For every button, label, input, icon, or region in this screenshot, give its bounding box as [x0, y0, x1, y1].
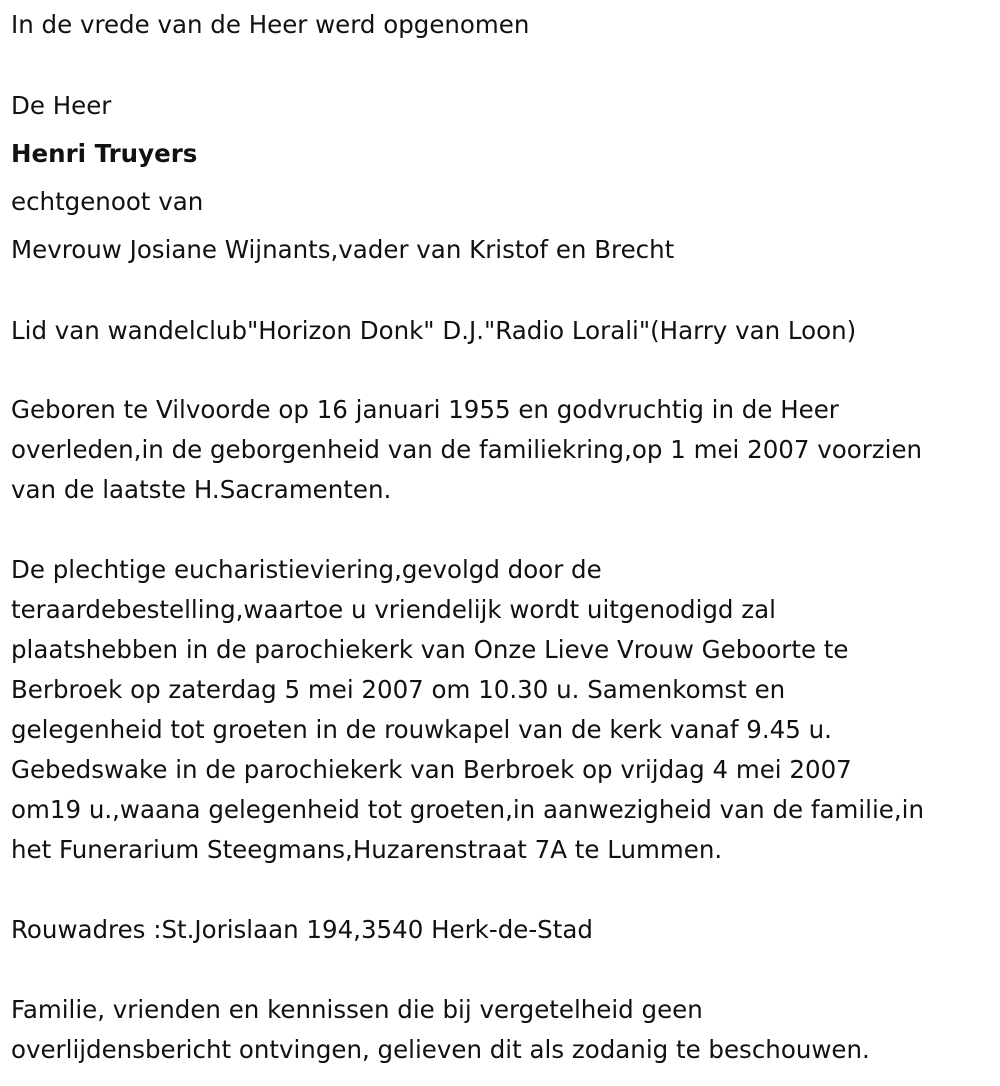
ceremony-line: Gebedswake in de parochiekerk van Berbroek op vrijdag 4 mei 2007 [11, 755, 852, 784]
salutation: De Heer [11, 91, 112, 120]
ceremony-line: De plechtige eucharistieviering,gevolgd door de [11, 555, 602, 584]
relation-label: echtgenoot van [11, 187, 204, 216]
ceremony-line: teraardebestelling,waartoe u vriendelijk wordt uitgenodigd zal [11, 595, 776, 624]
ceremony-line: gelegenheid tot groeten in de rouwkapel van de kerk vanaf 9.45 u. [11, 715, 832, 744]
mourning-address: Rouwadres :St.Jorislaan 194,3540 Herk-de-Stad [11, 915, 593, 944]
birth-death-line: Geboren te Vilvoorde op 16 januari 1955 en godvruchtig in de Heer [11, 395, 839, 424]
closing-line: Familie, vrienden en kennissen die bij vergetelheid geen [11, 995, 703, 1024]
birth-death-line: overleden,in de geborgenheid van de familiekring,op 1 mei 2007 voorzien [11, 435, 923, 464]
birth-death-line: van de laatste H.Sacramenten. [11, 475, 392, 504]
spouse-line: Mevrouw Josiane Wijnants,vader van Kristof en Brecht [11, 235, 675, 264]
membership-text: Lid van wandelclub"Horizon Donk" D.J."Radio Lorali"(Harry van Loon) [11, 316, 857, 345]
ceremony-line: om19 u.,waana gelegenheid tot groeten,in aanwezigheid van de familie,in [11, 795, 924, 824]
deceased-name: Henri Truyers [11, 139, 198, 168]
intro-text: In de vrede van de Heer werd opgenomen [11, 10, 530, 39]
ceremony-line: Berbroek op zaterdag 5 mei 2007 om 10.30 u. Samenkomst en [11, 675, 786, 704]
closing-line: overlijdensbericht ontvingen, gelieven dit als zodanig te beschouwen. [11, 1035, 870, 1064]
ceremony-line: plaatshebben in de parochiekerk van Onze Lieve Vrouw Geboorte te [11, 635, 849, 664]
ceremony-line: het Funerarium Steegmans,Huzarenstraat 7A te Lummen. [11, 835, 723, 864]
